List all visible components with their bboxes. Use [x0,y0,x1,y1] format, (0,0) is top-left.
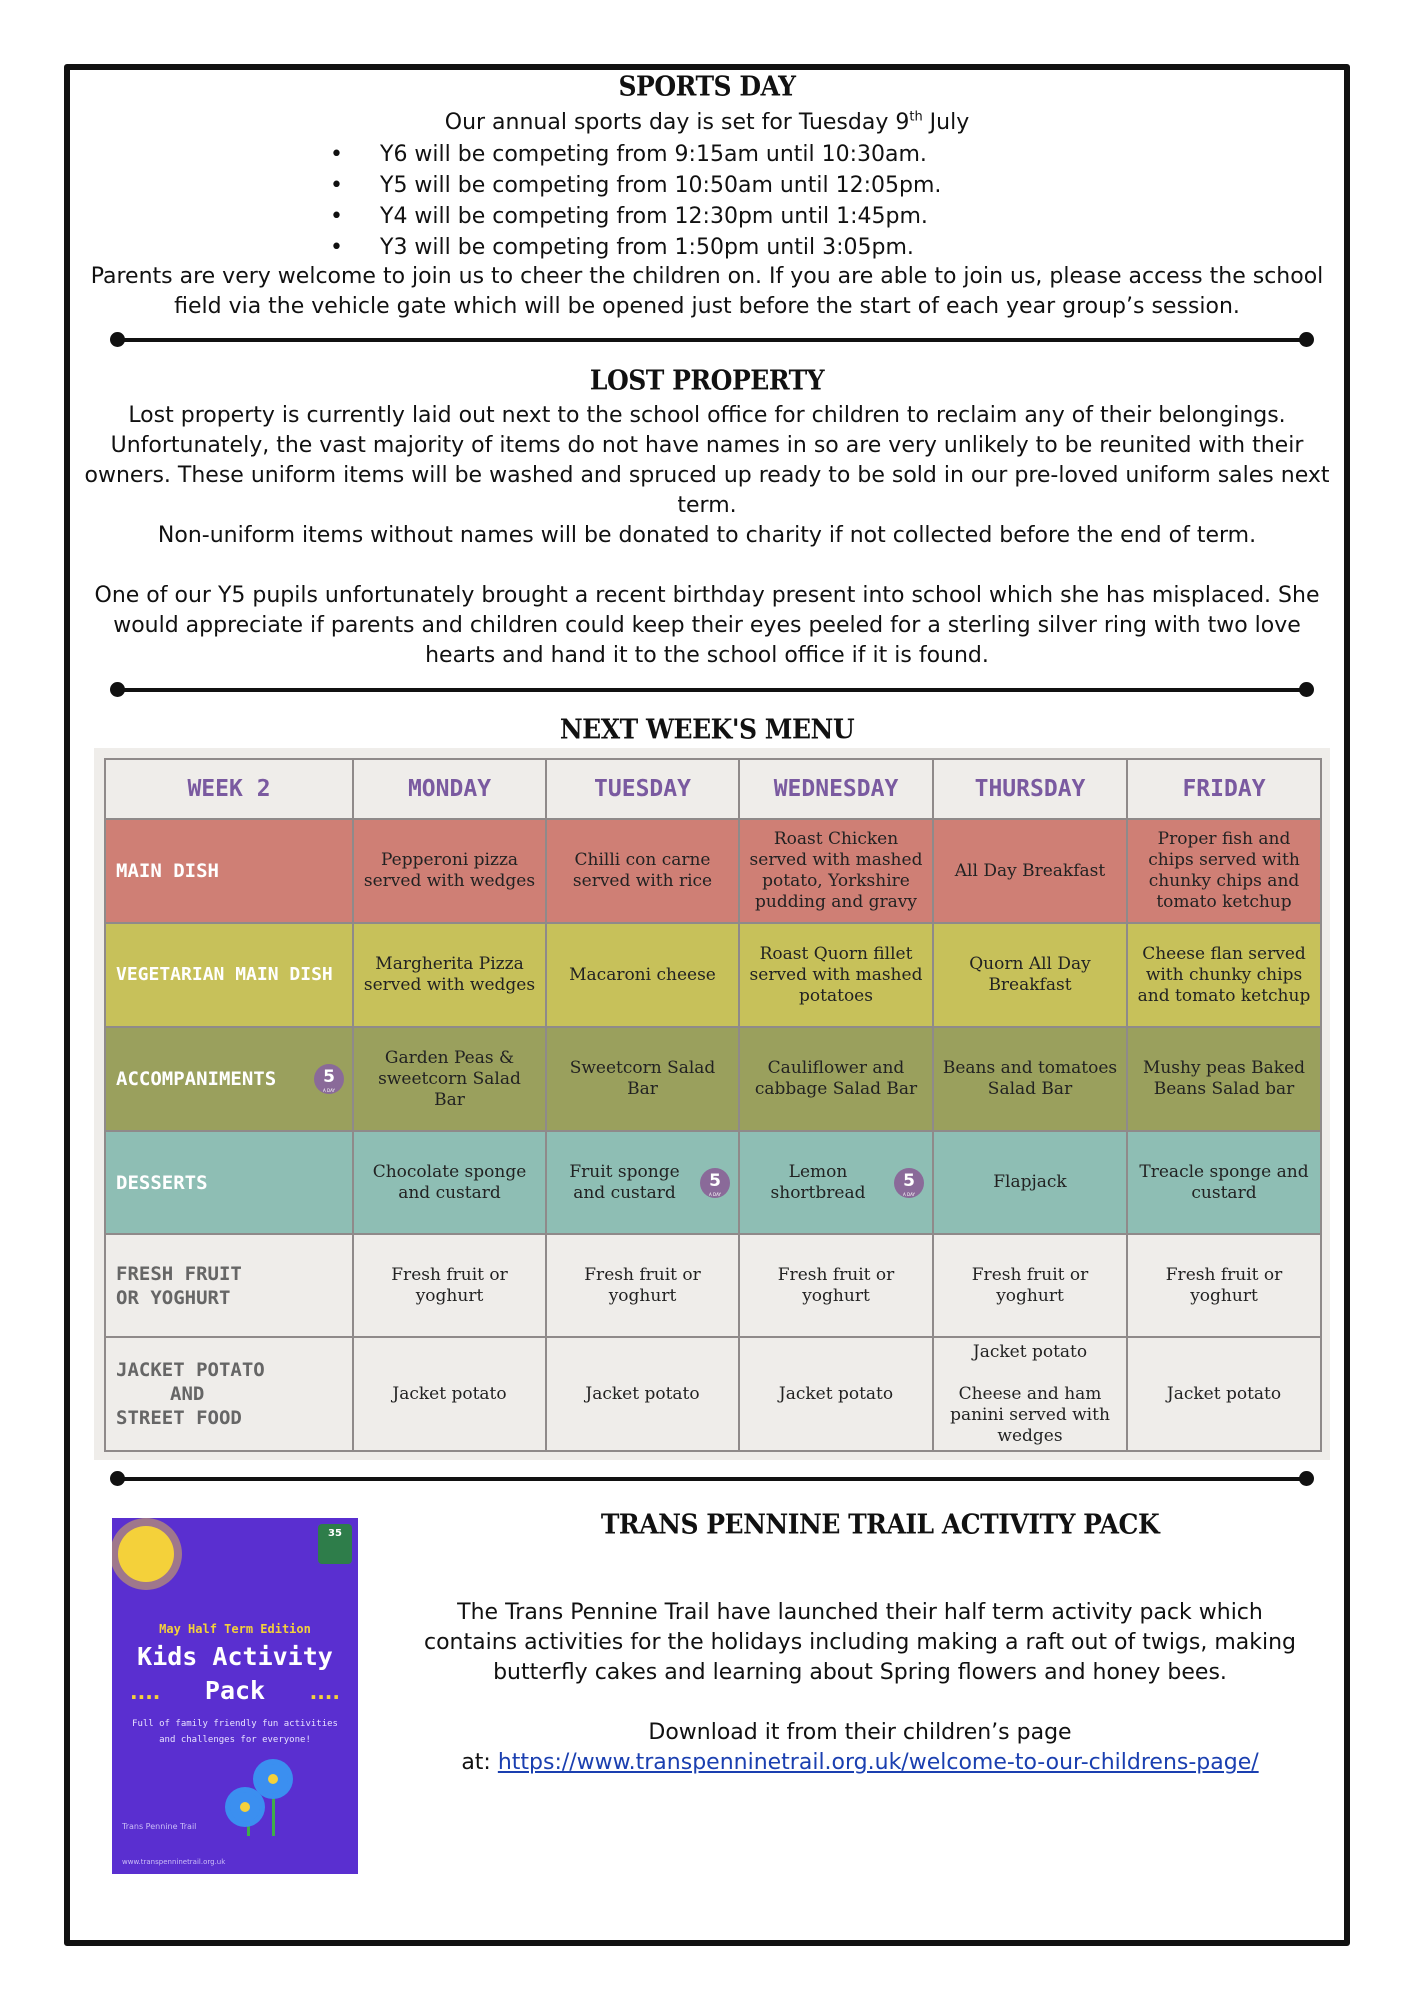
pack-title: Kids Activity [137,1642,333,1671]
table-row [105,1131,1321,1234]
schedule-item: • Y5 will be competing from 10:50am until 12:05pm. [330,170,1130,201]
sports-day-heading: SPORTS DAY [618,70,796,103]
table-row [105,1337,1321,1451]
row-label-jacket-potato: JACKET POTATO AND STREET FOOD [105,1337,353,1451]
menu-cell: Chocolate sponge and custard [353,1131,546,1234]
trail-description: The Trans Pennine Trail have launched their half term activity pack which contains activities for the holidays including making a raft out of twigs, making butterfly cakes and learning about Spring flowers and honey bees. [423,1600,1297,1685]
menu-cell: Cauliflower and cabbage Salad Bar [739,1027,933,1131]
row-label-accompaniments: ACCOMPANIMENTS 5 A DAY [105,1027,353,1131]
menu-cell: Macaroni cheese [546,923,739,1027]
menu-heading: NEXT WEEK'S MENU [559,713,855,746]
menu-cell: Fruit sponge and custard 5 A DAY [546,1131,739,1234]
trail-download-link-line: at: https://www.transpenninetrail.org.uk/welcome-to-our-childrens-page/ [461,1750,1259,1775]
sports-day-closing: Parents are very welcome to join us to cheer the children on. If you are able to join us, please access the school field via the vehicle gate which will be opened just before the start of each year group’s session. [90,264,1324,319]
menu-cell: Proper fish and chips served with chunky chips and tomato ketchup [1127,819,1321,923]
table-row [105,1234,1321,1337]
menu-cell: Treacle sponge and custard [1127,1131,1321,1234]
menu-table [104,758,1322,1452]
menu-cell: Beans and tomatoes Salad Bar [933,1027,1127,1131]
trail-heading: TRANS PENNINE TRAIL ACTIVITY PACK [600,1508,1160,1541]
column-header-thursday: THURSDAY [933,759,1127,819]
column-header-wednesday: WEDNESDAY [739,759,933,819]
menu-cell: Roast Quorn fillet served with mashed potatoes [739,923,933,1027]
lost-property-para2: Non-uniform items without names will be donated to charity if not collected before the end of term. [157,523,1257,548]
pack-edition: May Half Term Edition [159,1622,311,1636]
section-divider [118,338,1306,342]
trail-download-text: Download it from their children’s page [648,1720,1072,1745]
sun-icon [118,1526,174,1582]
menu-cell: Jacket potato [739,1337,933,1451]
table-row [105,819,1321,923]
anniversary-badge: 35 [318,1524,352,1564]
column-header-friday: FRIDAY [1127,759,1321,819]
pack-dots: .... [309,1680,340,1704]
menu-cell: Roast Chicken served with mashed potato, Yorkshire pudding and gravy [739,819,933,923]
menu-cell: Fresh fruit or yoghurt [1127,1234,1321,1337]
menu-cell: Jacket potato [1127,1337,1321,1451]
flower-icon [230,1792,260,1822]
menu-cell: All Day Breakfast [933,819,1127,923]
row-label-vegetarian: VEGETARIAN MAIN DISH [105,923,353,1027]
menu-cell: Mushy peas Baked Beans Salad bar [1127,1027,1321,1131]
menu-cell: Lemon shortbread 5 A DAY [739,1131,933,1234]
sports-day-schedule [330,139,1130,263]
sports-day-intro: Our annual sports day is set for Tuesday 9th July [444,109,970,135]
pack-title: Pack [204,1676,266,1705]
column-header-tuesday: TUESDAY [546,759,739,819]
menu-cell: Quorn All Day Breakfast [933,923,1127,1027]
menu-cell: Jacket potato Cheese and ham panini served with wedges [933,1337,1127,1451]
activity-pack-cover-image [112,1518,358,1874]
menu-cell: Flapjack [933,1131,1127,1234]
menu-cell: Fresh fruit or yoghurt [546,1234,739,1337]
schedule-item: • Y6 will be competing from 9:15am until 10:30am. [330,139,1130,170]
section-divider [118,688,1306,692]
five-a-day-badge-icon: 5 A DAY [700,1168,730,1198]
row-label-desserts: DESSERTS [105,1131,353,1234]
menu-cell: Fresh fruit or yoghurt [739,1234,933,1337]
pack-brand: Trans Pennine Trail [122,1822,197,1831]
table-row [105,1027,1321,1131]
menu-cell: Fresh fruit or yoghurt [353,1234,546,1337]
flower-icon [258,1764,288,1794]
menu-cell: Jacket potato [546,1337,739,1451]
menu-cell: Pepperoni pizza served with wedges [353,819,546,923]
row-label-fresh-fruit: FRESH FRUIT OR YOGHURT [105,1234,353,1337]
lost-property-para3: One of our Y5 pupils unfortunately brought a recent birthday present into school which she has misplaced. She would appreciate if parents and children could keep their eyes peeled for a sterling silver ring with two love hearts and hand it to the school office if it is found. [94,583,1320,668]
menu-cell: Cheese flan served with chunky chips and tomato ketchup [1127,923,1321,1027]
schedule-item: • Y3 will be competing from 1:50pm until 3:05pm. [330,232,1130,263]
menu-cell: Chilli con carne served with rice [546,819,739,923]
table-row [105,923,1321,1027]
menu-cell: Fresh fruit or yoghurt [933,1234,1127,1337]
column-header-week: WEEK 2 [105,759,353,819]
trail-download-link[interactable]: https://www.transpenninetrail.org.uk/welcome-to-our-childrens-page/ [497,1750,1259,1775]
pack-dots: .... [130,1680,161,1704]
lost-property-heading: LOST PROPERTY [589,364,825,397]
column-header-monday: MONDAY [353,759,546,819]
pack-site: www.transpenninetrail.org.uk [122,1858,226,1866]
pack-subtitle: Full of family friendly fun activities and challenges for everyone! [132,1719,338,1745]
five-a-day-badge-icon: 5 A DAY [894,1168,924,1198]
menu-cell: Margherita Pizza served with wedges [353,923,546,1027]
schedule-item: • Y4 will be competing from 12:30pm until 1:45pm. [330,201,1130,232]
row-label-main-dish: MAIN DISH [105,819,353,923]
menu-table-image [94,748,1330,1460]
section-divider [118,1477,1306,1481]
menu-cell: Sweetcorn Salad Bar [546,1027,739,1131]
menu-cell: Garden Peas & sweetcorn Salad Bar [353,1027,546,1131]
menu-cell: Jacket potato [353,1337,546,1451]
five-a-day-badge-icon: 5 A DAY [314,1064,344,1094]
lost-property-para1: Lost property is currently laid out next to the school office for children to reclaim any of their belongings. Unfortunately, the vast majority of items do not have names in so are very unlikely to be reunited with their owners. These uniform items will be washed and spruced up ready to be sold in our pre-loved uniform sales next term. [84,403,1330,518]
